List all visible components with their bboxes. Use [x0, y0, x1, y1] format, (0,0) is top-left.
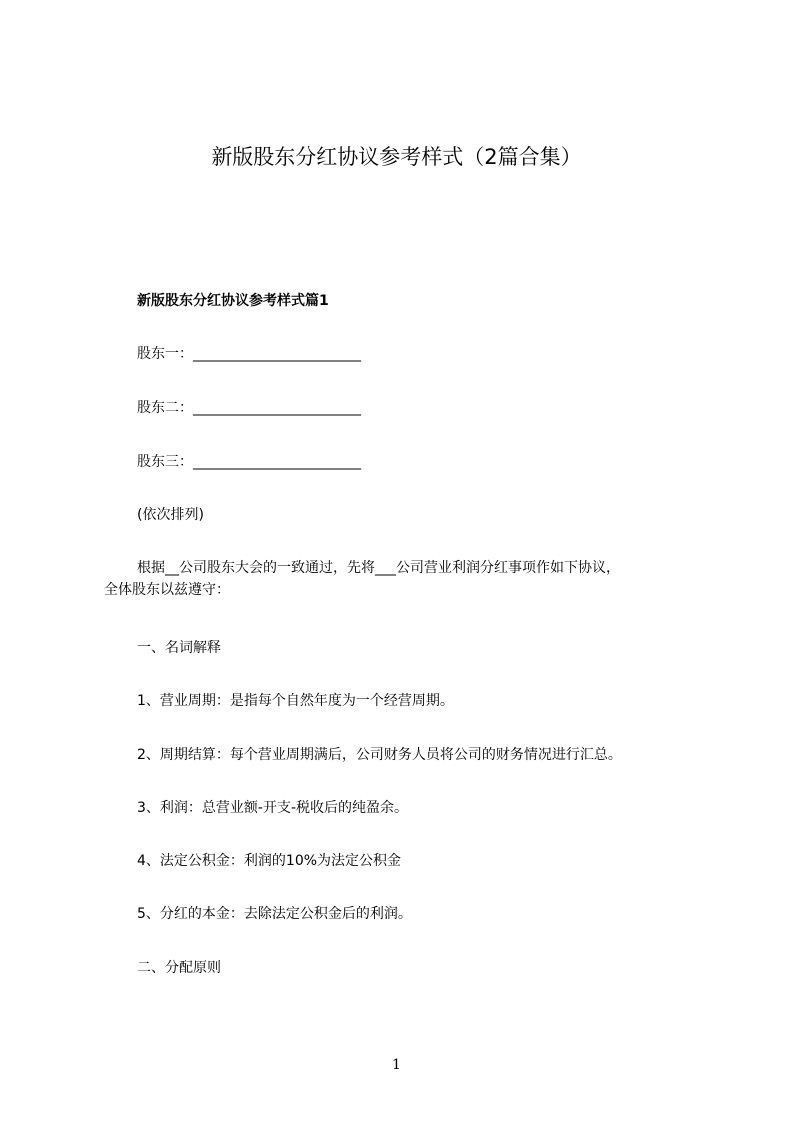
- shareholder-line-3: 股东三：________________________: [137, 454, 361, 470]
- definition-item-3: 3、利润：总营业额-开支-税收后的纯盈余。: [137, 800, 409, 816]
- intro-line-1: 根据__公司股东大会的一致通过，先将___公司营业利润分红事项作如下协议，: [137, 560, 620, 576]
- intro-paragraph: [104, 557, 694, 601]
- definition-item-4: 4、法定公积金：利润的10%为法定公积金: [137, 853, 402, 869]
- shareholder-line-2: 股东二：________________________: [137, 400, 361, 416]
- section-heading: 新版股东分红协议参考样式篇1: [137, 293, 329, 309]
- intro-line-2: 全体股东以兹遵守：: [104, 582, 230, 598]
- part1-heading: 一、名词解释: [137, 640, 221, 656]
- definition-item-5: 5、分红的本金：去除法定公积金后的利润。: [137, 906, 412, 922]
- page-number: 1: [392, 1057, 401, 1073]
- order-note: (依次排列): [137, 507, 204, 523]
- part2-heading: 二、分配原则: [137, 960, 221, 976]
- definition-item-1: 1、营业周期：是指每个自然年度为一个经营周期。: [137, 693, 454, 709]
- shareholder-line-1: 股东一：________________________: [137, 346, 361, 362]
- document-title: 新版股东分红协议参考样式（2篇合集）: [211, 145, 582, 169]
- definition-item-2: 2、周期结算：每个营业周期满后，公司财务人员将公司的财务情况进行汇总。: [137, 747, 622, 763]
